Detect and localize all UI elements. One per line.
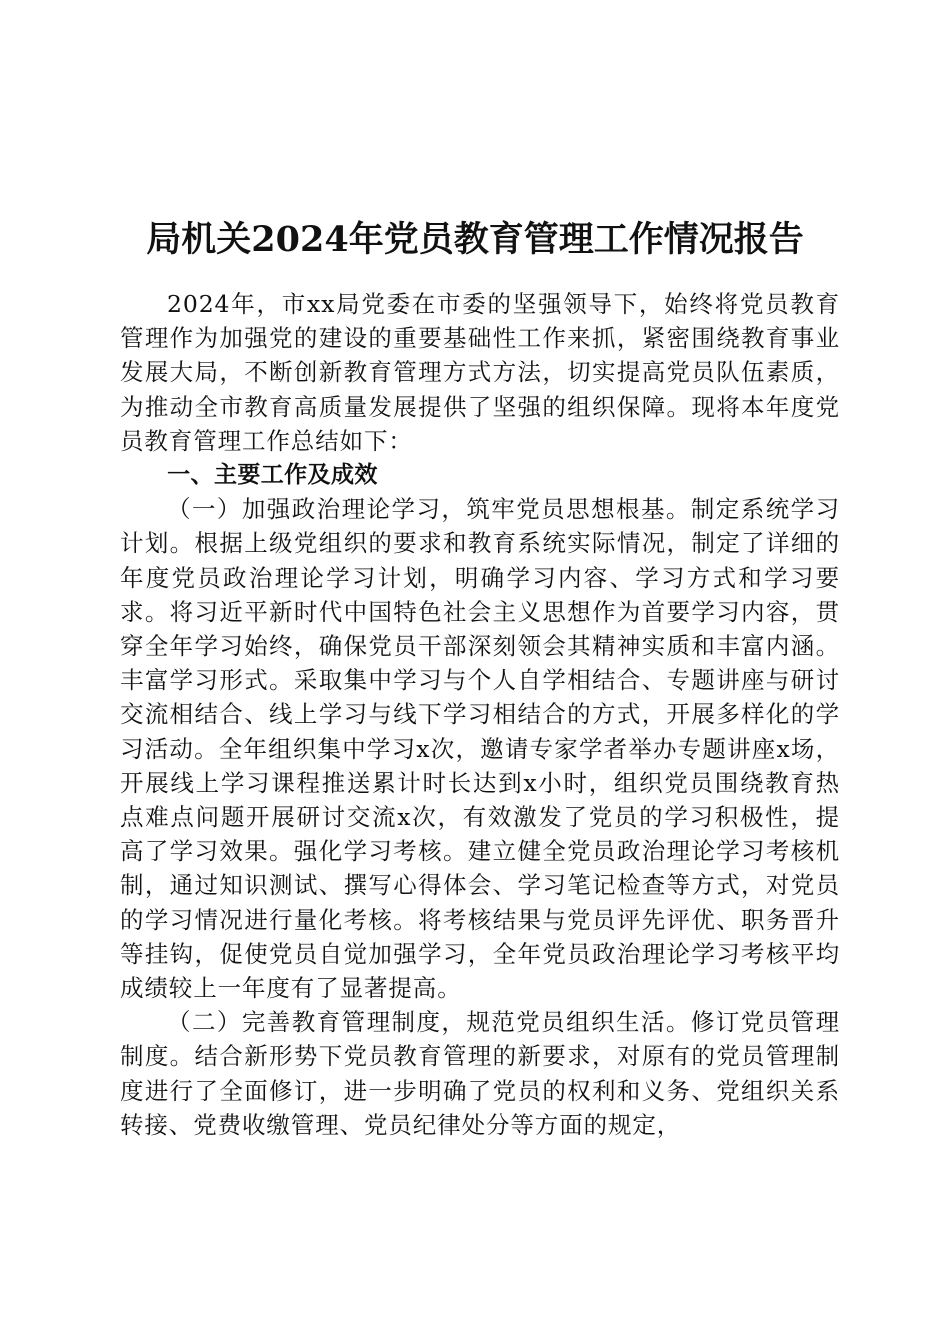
- document-title: 局机关2024年党员教育管理工作情况报告: [146, 219, 804, 261]
- section-heading: 一、主要工作及成效: [167, 462, 378, 489]
- document-body: [120, 287, 840, 1142]
- section-item-paragraph: （一）加强政治理论学习，筑牢党员思想根基。制定系统学习计划。根据上级党组织的要求和教育系统实际情况，制定了详细的年度党员政治理论学习计划，明确学习内容、学习方式和学习要求。将习近平新时代中国特色社会主义思想作为首要学习内容，贯穿全年学习始终，确保党员干部深刻领会其精神实质和丰富内涵。丰富学习形式。采取集中学习与个人自学相结合、专题讲座与研讨交流相结合、线上学习与线下学习相结合的方式，开展多样化的学习活动。全年组织集中学习x次，邀请专家学者举办专题讲座x场，开展线上学习课程推送累计时长达到x小时，组织党员围绕教育热点难点问题开展研讨交流x次，有效激发了党员的学习积极性，提高了学习效果。强化学习考核。建立健全党员政治理论学习考核机制，通过知识测试、撰写心得体会、学习笔记检查等方式，对党员的学习情况进行量化考核。将考核结果与党员评先评优、职务晋升等挂钩，促使党员自觉加强学习，全年党员政治理论学习考核平均成绩较上一年度有了显著提高。: [120, 495, 840, 1003]
- intro-paragraph: 2024年，市xx局党委在市委的坚强领导下，始终将党员教育管理作为加强党的建设的重要基础性工作来抓，紧密围绕教育事业发展大局，不断创新教育管理方式方法，切实提高党员队伍素质，为推动全市教育高质量发展提供了坚强的组织保障。现将本年度党员教育管理工作总结如下：: [120, 290, 840, 455]
- section-item-paragraph: （二）完善教育管理制度，规范党员组织生活。修订党员管理制度。结合新形势下党员教育管理的新要求，对原有的党员管理制度进行了全面修订，进一步明确了党员的权利和义务、党组织关系转接、党费收缴管理、党员纪律处分等方面的规定，: [120, 1008, 840, 1139]
